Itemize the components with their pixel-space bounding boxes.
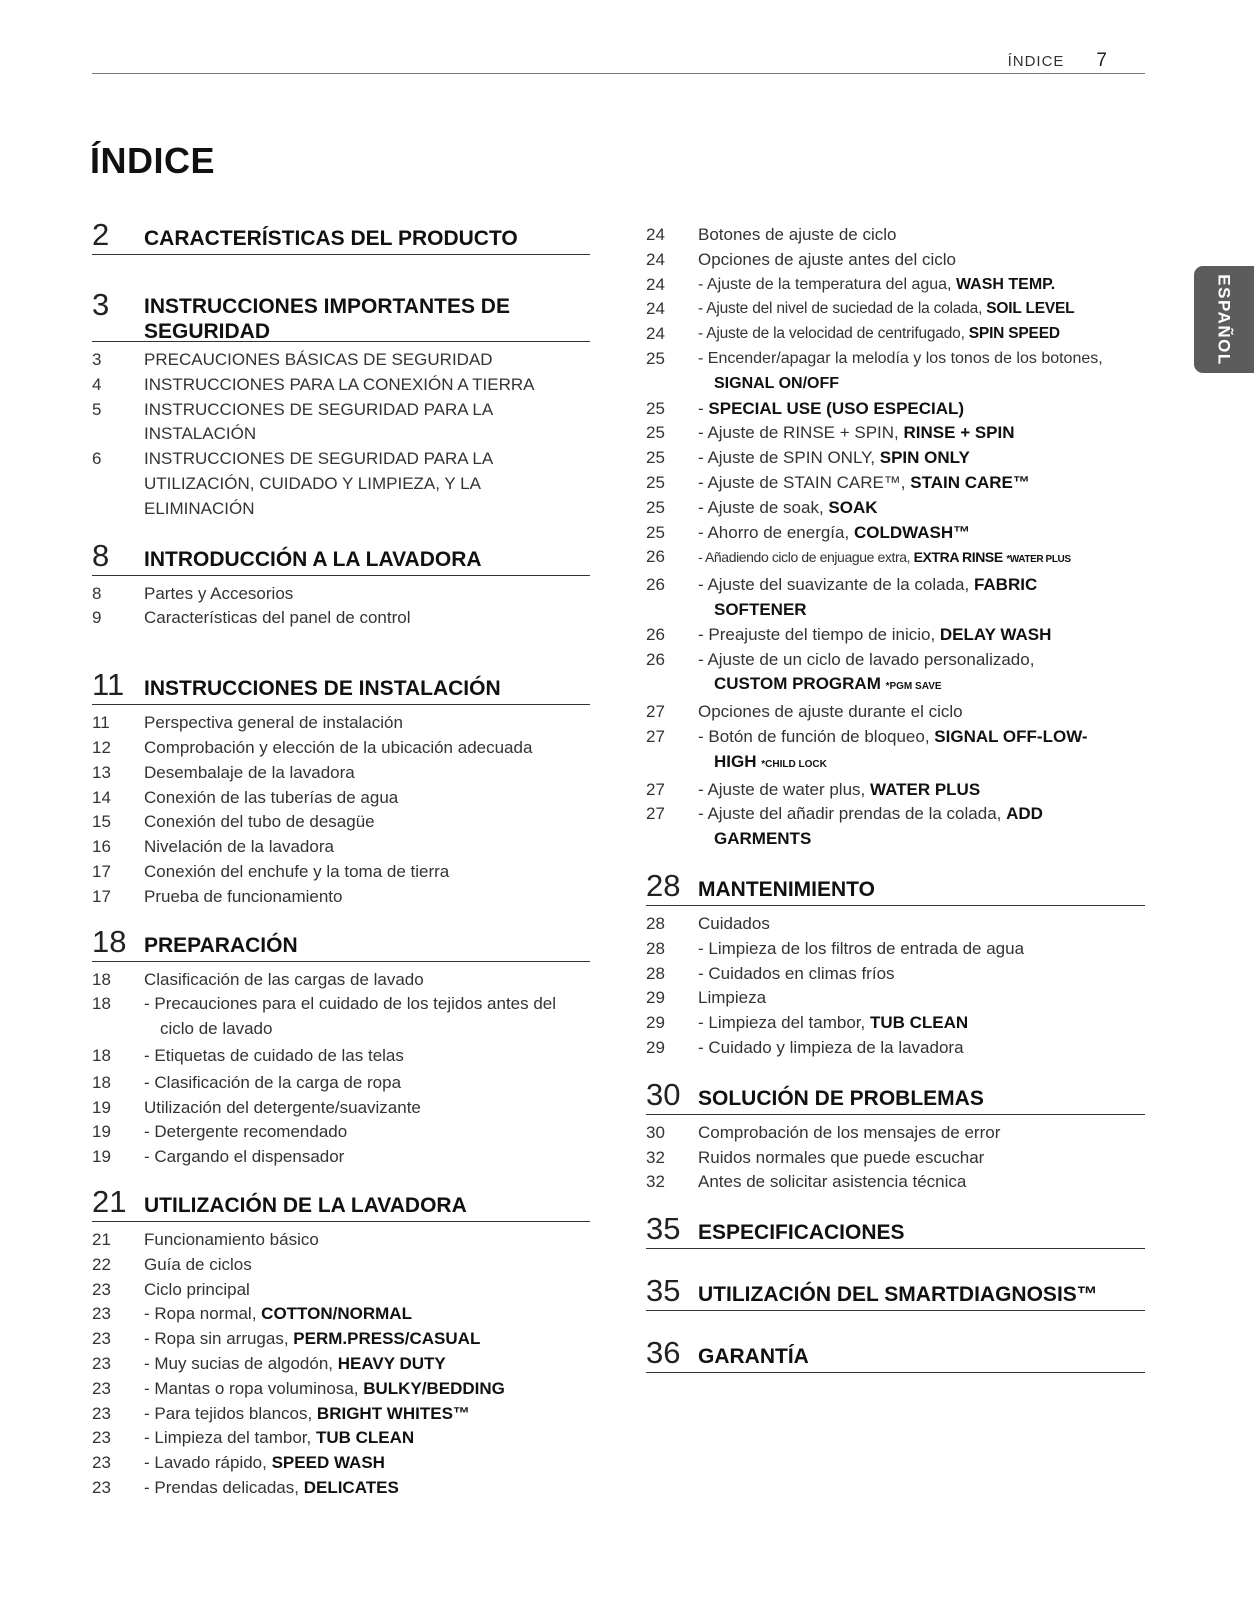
toc-section-heading[interactable] bbox=[646, 1273, 1145, 1311]
entry-page-number: 32 bbox=[646, 1147, 665, 1167]
entry-footnote-mark: *PGM SAVE bbox=[885, 681, 942, 693]
section-title: ESPECIFICACIONES bbox=[698, 1221, 905, 1245]
entry-plain-text: - Ajuste de la velocidad de centrifugado, bbox=[698, 325, 969, 343]
entry-setting-name: SPIN SPEED bbox=[968, 325, 1060, 343]
entry-text bbox=[698, 421, 1145, 446]
entry-page-number: 27 bbox=[646, 779, 665, 799]
toc-section-heading[interactable] bbox=[646, 1076, 1145, 1115]
page-title: ÍNDICE bbox=[90, 140, 216, 181]
entry-page-number: 27 bbox=[646, 702, 665, 722]
entry-page-number: 26 bbox=[646, 649, 665, 669]
entry-page-number: 23 bbox=[92, 1428, 111, 1448]
section-title: SOLUCIÓN DE PROBLEMAS bbox=[698, 1086, 984, 1110]
toc-entry[interactable] bbox=[92, 1352, 590, 1377]
toc-entry[interactable] bbox=[646, 1011, 1145, 1036]
entry-setting-name: COTTON/NORMAL bbox=[261, 1304, 412, 1324]
toc-entry[interactable] bbox=[92, 761, 590, 786]
entry-setting-name: WATER PLUS bbox=[869, 779, 981, 799]
entry-setting-name: CUSTOM PROGRAM bbox=[714, 674, 881, 694]
entry-setting-name: PERM.PRESS/CASUAL bbox=[293, 1329, 481, 1349]
entry-page-number: 23 bbox=[92, 1304, 111, 1324]
toc-entry[interactable] bbox=[646, 521, 1145, 546]
entry-text: PRECAUCIONES BÁSICAS DE SEGURIDAD bbox=[144, 350, 493, 369]
toc-entry[interactable] bbox=[646, 223, 1145, 248]
entry-text bbox=[698, 397, 1145, 422]
toc-entry[interactable] bbox=[92, 1071, 590, 1096]
entry-plain-text: - Encender/apagar la melodía y los tonos de los botones, bbox=[698, 349, 1103, 367]
entry-page-number: 8 bbox=[92, 583, 102, 603]
language-tab-label: ESPAÑOL bbox=[1215, 273, 1235, 366]
toc-entry[interactable] bbox=[646, 725, 1145, 778]
entry-page-number: 24 bbox=[646, 324, 665, 344]
entry-setting-name: TUB CLEAN bbox=[869, 1013, 969, 1033]
toc-entry[interactable] bbox=[92, 606, 590, 631]
entry-text: Conexión del enchufe y la toma de tierra bbox=[144, 861, 450, 881]
toc-entry-list bbox=[92, 1228, 590, 1501]
entry-setting-name: FABRIC SOFTENER bbox=[714, 575, 1038, 619]
entry-text: - Cuidado y limpieza de la lavadora bbox=[698, 1037, 964, 1057]
entry-plain-text: - Limpieza del tambor, bbox=[144, 1428, 316, 1448]
entry-text bbox=[144, 1377, 590, 1402]
section-title: INSTRUCCIONES IMPORTANTES DE SEGURIDAD bbox=[144, 295, 510, 343]
entry-plain-text: - Lavado rápido, bbox=[144, 1453, 272, 1473]
entry-text bbox=[698, 273, 1145, 298]
section-title: INTRODUCCIÓN A LA LAVADORA bbox=[144, 547, 482, 571]
entry-page-number: 18 bbox=[92, 1072, 111, 1092]
entry-text bbox=[698, 623, 1145, 648]
entry-plain-text: - Preajuste del tiempo de inicio, bbox=[698, 624, 940, 644]
entry-setting-name: SPECIAL USE (USO ESPECIAL) bbox=[708, 398, 965, 418]
entry-text: Desembalaje de la lavadora bbox=[144, 762, 355, 782]
entry-plain-text: - Ajuste del añadir prendas de la colada, bbox=[698, 804, 1007, 824]
toc-entry[interactable] bbox=[92, 736, 590, 761]
entry-setting-name: SIGNAL OFF-LOW-HIGH bbox=[714, 726, 1088, 771]
entry-page-number: 24 bbox=[646, 249, 665, 269]
section-page-number: 2 bbox=[92, 217, 110, 252]
toc-section-heading[interactable] bbox=[92, 667, 590, 705]
toc-section-heading[interactable] bbox=[92, 287, 590, 342]
entry-text bbox=[698, 496, 1145, 521]
entry-footnote-mark: *CHILD LOCK bbox=[761, 758, 827, 770]
entry-page-number: 24 bbox=[646, 274, 665, 294]
entry-setting-name: STAIN CARE™ bbox=[910, 472, 1030, 492]
entry-text bbox=[698, 1011, 1145, 1036]
toc-entry[interactable] bbox=[646, 937, 1145, 962]
entry-text bbox=[698, 802, 1145, 852]
section-page-number: 18 bbox=[92, 923, 127, 959]
toc-entry[interactable] bbox=[92, 1451, 590, 1476]
entry-text bbox=[698, 347, 1145, 397]
entry-page-number: 25 bbox=[646, 497, 665, 517]
entry-page-number: 29 bbox=[646, 988, 665, 1008]
toc-entry[interactable] bbox=[646, 297, 1145, 322]
entry-page-number: 29 bbox=[646, 1013, 665, 1033]
toc-entry[interactable] bbox=[92, 1377, 590, 1402]
entry-text: Funcionamiento básico bbox=[144, 1229, 319, 1249]
entry-plain-text: - Ajuste del nivel de suciedad de la colada, bbox=[698, 300, 987, 318]
entry-text: - Cuidados en climas fríos bbox=[698, 963, 895, 983]
entry-text bbox=[144, 1302, 590, 1327]
entry-page-number: 26 bbox=[646, 624, 665, 644]
toc-entry[interactable] bbox=[92, 447, 590, 521]
entry-footnote-mark: *WATER PLUS bbox=[1006, 554, 1071, 566]
entry-page-number: 23 bbox=[92, 1403, 111, 1423]
toc-entry[interactable] bbox=[92, 711, 590, 736]
toc-entry[interactable] bbox=[646, 962, 1145, 987]
entry-plain-text: - Limpieza del tambor, bbox=[698, 1013, 870, 1033]
entry-plain-text: - Ropa sin arrugas, bbox=[144, 1329, 294, 1349]
toc-entry[interactable] bbox=[646, 496, 1145, 521]
toc-entry[interactable] bbox=[646, 912, 1145, 937]
toc-entry[interactable] bbox=[92, 1096, 590, 1121]
entry-page-number: 18 bbox=[92, 969, 111, 989]
section-page-number: 30 bbox=[646, 1076, 681, 1112]
toc-entry[interactable] bbox=[92, 1228, 590, 1253]
entry-page-number: 4 bbox=[92, 374, 102, 394]
entry-plain-text: - Ajuste de water plus, bbox=[698, 779, 870, 799]
entry-page-number: 19 bbox=[92, 1147, 111, 1167]
entry-plain-text: - Ropa normal, bbox=[144, 1304, 262, 1324]
entry-text: - Cargando el dispensador bbox=[144, 1147, 345, 1167]
language-tab bbox=[1194, 266, 1254, 373]
toc-entry[interactable] bbox=[646, 573, 1145, 623]
entry-setting-name: DELICATES bbox=[303, 1477, 399, 1497]
entry-page-number: 25 bbox=[646, 423, 665, 443]
toc-entry-list bbox=[92, 968, 590, 1170]
entry-plain-text: - Para tejidos blancos, bbox=[144, 1403, 317, 1423]
toc-entry[interactable] bbox=[92, 1253, 590, 1278]
section-title: MANTENIMIENTO bbox=[698, 877, 875, 901]
entry-setting-name: ADD GARMENTS bbox=[714, 804, 1043, 849]
toc-entry[interactable] bbox=[646, 623, 1145, 648]
entry-page-number: 9 bbox=[92, 608, 102, 628]
entry-page-number: 25 bbox=[646, 522, 665, 542]
toc-entry[interactable] bbox=[92, 1426, 590, 1451]
toc-entry-list bbox=[92, 711, 590, 909]
section-title: GARANTÍA bbox=[698, 1345, 809, 1369]
toc-entry[interactable] bbox=[92, 373, 590, 398]
entry-page-number: 18 bbox=[92, 994, 111, 1014]
entry-text: Partes y Accesorios bbox=[144, 583, 294, 603]
entry-text bbox=[144, 1327, 590, 1352]
toc-section-heading[interactable] bbox=[646, 1335, 1145, 1373]
toc-entry[interactable] bbox=[92, 1327, 590, 1352]
entry-plain-text: - Prendas delicadas, bbox=[144, 1477, 304, 1497]
entry-plain-text: - Ajuste de la temperatura del agua, bbox=[698, 275, 956, 293]
header-rule bbox=[92, 73, 1145, 74]
entry-page-number: 32 bbox=[646, 1172, 665, 1192]
entry-page-number: 25 bbox=[646, 448, 665, 468]
entry-page-number: 28 bbox=[646, 963, 665, 983]
toc-entry[interactable] bbox=[646, 347, 1145, 397]
entry-text: Cuidados bbox=[698, 913, 770, 933]
entry-text: INSTRUCCIONES DE SEGURIDAD PARA LA INSTALACIÓN bbox=[144, 399, 493, 444]
entry-setting-name: HEAVY DUTY bbox=[337, 1353, 446, 1373]
entry-page-number: 3 bbox=[92, 350, 102, 369]
toc-entry[interactable] bbox=[646, 1146, 1145, 1171]
entry-plain-text: - Ajuste de un ciclo de lavado personalizado, bbox=[698, 649, 1035, 669]
entry-page-number: 26 bbox=[646, 547, 665, 567]
entry-text: INSTRUCCIONES DE SEGURIDAD PARA LA UTILIZACIÓN, CUIDADO Y LIMPIEZA, Y LA ELIMINACIÓN bbox=[144, 449, 493, 518]
toc-entry[interactable] bbox=[92, 1120, 590, 1145]
entry-text: Clasificación de las cargas de lavado bbox=[144, 969, 424, 989]
entry-text: Nivelación de la lavadora bbox=[144, 837, 334, 857]
entry-text bbox=[144, 1451, 590, 1476]
entry-page-number: 29 bbox=[646, 1037, 665, 1057]
toc-entry[interactable] bbox=[92, 1476, 590, 1501]
entry-setting-name: TUB CLEAN bbox=[315, 1428, 415, 1448]
entry-page-number: 15 bbox=[92, 812, 111, 832]
entry-plain-text: - Mantas o ropa voluminosa, bbox=[144, 1378, 364, 1398]
toc-entry[interactable] bbox=[92, 348, 590, 373]
entry-text: Opciones de ajuste antes del ciclo bbox=[698, 249, 956, 269]
entry-setting-name: RINSE + SPIN bbox=[903, 423, 1015, 443]
entry-text bbox=[698, 545, 1145, 573]
entry-plain-text: - Ahorro de energía, bbox=[698, 522, 854, 542]
entry-page-number: 27 bbox=[646, 726, 665, 746]
toc-entry[interactable] bbox=[646, 700, 1145, 725]
toc-entry[interactable] bbox=[646, 802, 1145, 852]
toc-entry[interactable] bbox=[646, 322, 1145, 347]
entry-setting-name: WASH TEMP. bbox=[955, 275, 1056, 293]
entry-plain-text: - bbox=[698, 398, 709, 418]
entry-text: Ciclo principal bbox=[144, 1279, 250, 1299]
entry-text bbox=[698, 648, 1145, 701]
entry-text: Botones de ajuste de ciclo bbox=[698, 225, 897, 244]
entry-text bbox=[144, 1426, 590, 1451]
entry-plain-text: - Ajuste de SPIN ONLY, bbox=[698, 448, 880, 468]
toc-entry-list bbox=[92, 582, 590, 632]
section-page-number: 21 bbox=[92, 1183, 127, 1219]
entry-setting-name: COLDWASH™ bbox=[853, 522, 971, 542]
toc-entry[interactable] bbox=[92, 582, 590, 607]
toc-entry-list bbox=[92, 348, 590, 522]
entry-text: Prueba de funcionamiento bbox=[144, 886, 343, 906]
entry-text: - Clasificación de la carga de ropa bbox=[144, 1072, 402, 1092]
entry-text: Guía de ciclos bbox=[144, 1254, 252, 1274]
toc-entry[interactable] bbox=[646, 986, 1145, 1011]
entry-text: INSTRUCCIONES PARA LA CONEXIÓN A TIERRA bbox=[144, 374, 535, 394]
entry-page-number: 23 bbox=[92, 1329, 111, 1349]
entry-text bbox=[144, 1476, 590, 1501]
entry-plain-text: - Ajuste del suavizante de la colada, bbox=[698, 575, 974, 595]
entry-plain-text: - Ajuste de soak, bbox=[698, 497, 829, 517]
entry-page-number: 23 bbox=[92, 1279, 111, 1299]
entry-page-number: 24 bbox=[646, 225, 665, 244]
entry-text: Limpieza bbox=[698, 988, 767, 1008]
entry-text: Antes de solicitar asistencia técnica bbox=[698, 1172, 967, 1192]
entry-text: Conexión de las tuberías de agua bbox=[144, 787, 399, 807]
toc-entry[interactable] bbox=[92, 1044, 590, 1069]
entry-text: - Limpieza de los filtros de entrada de agua bbox=[698, 938, 1025, 958]
toc-entry[interactable] bbox=[92, 1402, 590, 1427]
entry-page-number: 28 bbox=[646, 938, 665, 958]
entry-page-number: 24 bbox=[646, 299, 665, 319]
entry-text bbox=[698, 778, 1145, 803]
toc-section-heading[interactable] bbox=[92, 923, 590, 962]
entry-setting-name: SPEED WASH bbox=[271, 1453, 385, 1473]
toc-entry[interactable] bbox=[646, 1121, 1145, 1146]
entry-text: - Detergente recomendado bbox=[144, 1122, 348, 1142]
entry-text bbox=[144, 1402, 590, 1427]
toc-entry[interactable] bbox=[92, 835, 590, 860]
toc-section-heading[interactable] bbox=[92, 1183, 590, 1222]
entry-page-number: 22 bbox=[92, 1254, 111, 1274]
section-page-number: 35 bbox=[646, 1273, 681, 1309]
entry-text: Utilización del detergente/suavizante bbox=[144, 1097, 421, 1117]
entry-text: - Etiquetas de cuidado de las telas bbox=[144, 1045, 404, 1065]
running-header bbox=[1008, 50, 1107, 72]
section-page-number: 3 bbox=[92, 287, 110, 322]
entry-text: - Precauciones para el cuidado de los tejidos antes del ciclo de lavado bbox=[144, 994, 557, 1039]
toc-entry[interactable] bbox=[646, 1036, 1145, 1061]
entry-setting-name: SOIL LEVEL bbox=[986, 300, 1075, 318]
entry-text bbox=[698, 297, 1145, 322]
entry-text: Comprobación y elección de la ubicación adecuada bbox=[144, 737, 533, 757]
toc-entry[interactable] bbox=[92, 1302, 590, 1327]
entry-page-number: 19 bbox=[92, 1097, 111, 1117]
entry-text: Ruidos normales que puede escuchar bbox=[698, 1147, 985, 1167]
toc-entry[interactable] bbox=[92, 810, 590, 835]
toc-entry[interactable] bbox=[92, 860, 590, 885]
section-page-number: 8 bbox=[92, 537, 110, 573]
entry-setting-name: BRIGHT WHITES™ bbox=[316, 1403, 470, 1423]
entry-text bbox=[144, 1352, 590, 1377]
toc-entry[interactable] bbox=[92, 992, 590, 1042]
entry-text: Conexión del tubo de desagüe bbox=[144, 812, 375, 832]
entry-page-number: 27 bbox=[646, 804, 665, 824]
entry-setting-name: EXTRA RINSE bbox=[913, 549, 1003, 566]
entry-plain-text: - Ajuste de STAIN CARE™, bbox=[698, 472, 911, 492]
entry-page-number: 17 bbox=[92, 886, 111, 906]
entry-text bbox=[698, 521, 1145, 546]
entry-setting-name: SPIN ONLY bbox=[879, 448, 970, 468]
toc-entry[interactable] bbox=[646, 778, 1145, 803]
entry-plain-text: - Añadiendo ciclo de enjuague extra, bbox=[698, 549, 914, 566]
entry-page-number: 23 bbox=[92, 1453, 111, 1473]
toc-section-heading[interactable] bbox=[646, 867, 1145, 906]
toc-section-heading[interactable] bbox=[92, 217, 590, 255]
entry-page-number: 21 bbox=[92, 1229, 111, 1249]
entry-page-number: 13 bbox=[92, 762, 111, 782]
entry-page-number: 14 bbox=[92, 787, 111, 807]
running-title: ÍNDICE bbox=[1007, 53, 1065, 70]
toc-entry[interactable] bbox=[92, 1145, 590, 1170]
entry-page-number: 23 bbox=[92, 1353, 111, 1373]
entry-text bbox=[698, 725, 1145, 778]
entry-text bbox=[698, 446, 1145, 471]
toc-entry[interactable] bbox=[92, 1278, 590, 1303]
entry-text bbox=[698, 322, 1145, 347]
page-number: 7 bbox=[1096, 50, 1107, 71]
entry-page-number: 23 bbox=[92, 1477, 111, 1497]
toc-entry[interactable] bbox=[646, 471, 1145, 496]
section-title: INSTRUCCIONES DE INSTALACIÓN bbox=[144, 677, 501, 701]
entry-page-number: 5 bbox=[92, 399, 102, 419]
entry-setting-name: DELAY WASH bbox=[939, 624, 1052, 644]
entry-plain-text: - Ajuste de RINSE + SPIN, bbox=[698, 423, 904, 443]
entry-page-number: 25 bbox=[646, 348, 665, 368]
section-title: PREPARACIÓN bbox=[144, 933, 298, 957]
toc-entry-list bbox=[646, 1121, 1145, 1195]
toc-entry[interactable] bbox=[646, 397, 1145, 422]
toc-entry[interactable] bbox=[92, 885, 590, 910]
entry-page-number: 19 bbox=[92, 1122, 111, 1142]
entry-page-number: 25 bbox=[646, 398, 665, 418]
entry-page-number: 11 bbox=[92, 713, 110, 733]
section-title: UTILIZACIÓN DEL SMARTDIAGNOSIS™ bbox=[698, 1283, 1098, 1307]
entry-page-number: 30 bbox=[646, 1122, 665, 1142]
toc-entry[interactable] bbox=[646, 273, 1145, 298]
entry-page-number: 28 bbox=[646, 913, 665, 933]
entry-plain-text: - Botón de función de bloqueo, bbox=[698, 726, 935, 746]
toc-left-column bbox=[92, 217, 590, 1501]
entry-plain-text: - Muy sucias de algodón, bbox=[144, 1353, 338, 1373]
entry-page-number: 16 bbox=[92, 837, 111, 857]
entry-page-number: 23 bbox=[92, 1378, 111, 1398]
entry-text bbox=[698, 471, 1145, 496]
toc-entry[interactable] bbox=[92, 968, 590, 993]
entry-page-number: 17 bbox=[92, 861, 111, 881]
section-title: UTILIZACIÓN DE LA LAVADORA bbox=[144, 1193, 467, 1217]
toc-entry[interactable] bbox=[646, 545, 1145, 573]
toc-entry[interactable] bbox=[646, 648, 1145, 701]
toc-entry[interactable] bbox=[92, 398, 590, 448]
toc-entry-list bbox=[646, 223, 1145, 852]
entry-text bbox=[698, 573, 1145, 623]
toc-entry[interactable] bbox=[646, 1170, 1145, 1195]
entry-text: Perspectiva general de instalación bbox=[144, 713, 403, 733]
entry-text: Características del panel de control bbox=[144, 608, 411, 628]
entry-setting-name: SOAK bbox=[828, 497, 878, 517]
entry-page-number: 18 bbox=[92, 1045, 111, 1065]
section-page-number: 11 bbox=[92, 667, 125, 703]
toc-entry[interactable] bbox=[92, 786, 590, 811]
section-page-number: 28 bbox=[646, 867, 681, 903]
toc-right-column bbox=[646, 223, 1145, 1373]
toc-entry[interactable] bbox=[646, 421, 1145, 446]
entry-text: Opciones de ajuste durante el ciclo bbox=[698, 702, 963, 722]
toc-entry-list bbox=[646, 912, 1145, 1061]
entry-page-number: 26 bbox=[646, 575, 665, 595]
entry-text: Comprobación de los mensajes de error bbox=[698, 1122, 1001, 1142]
entry-setting-name: SIGNAL ON/OFF bbox=[714, 374, 840, 392]
toc-entry[interactable] bbox=[646, 446, 1145, 471]
entry-page-number: 25 bbox=[646, 472, 665, 492]
toc-section-heading[interactable] bbox=[92, 537, 590, 576]
toc-entry[interactable] bbox=[646, 248, 1145, 273]
section-title: CARACTERÍSTICAS DEL PRODUCTO bbox=[144, 227, 518, 250]
section-page-number: 35 bbox=[646, 1211, 681, 1247]
entry-page-number: 6 bbox=[92, 449, 102, 469]
entry-setting-name: BULKY/BEDDING bbox=[363, 1378, 505, 1398]
toc-section-heading[interactable] bbox=[646, 1211, 1145, 1249]
entry-page-number: 12 bbox=[92, 737, 111, 757]
section-page-number: 36 bbox=[646, 1335, 681, 1371]
